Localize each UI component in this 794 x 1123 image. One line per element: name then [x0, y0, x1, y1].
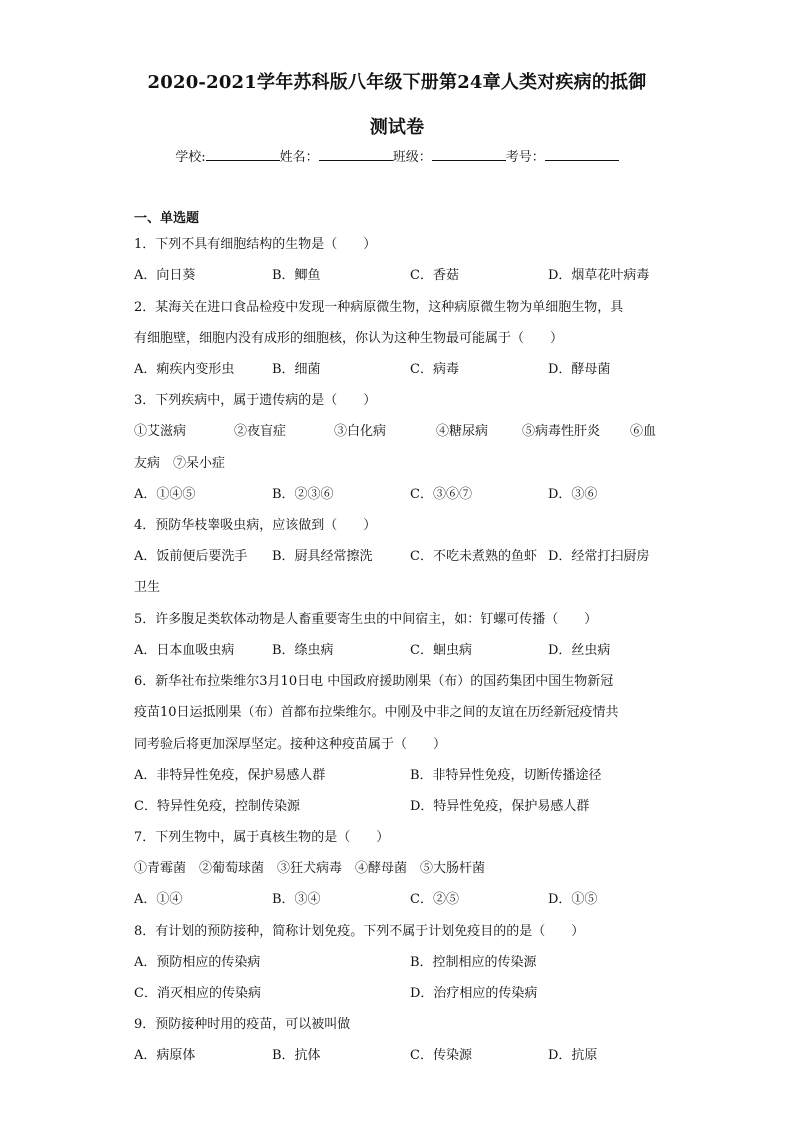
question-3-item: ②夜盲症 [234, 424, 287, 439]
question-1-option-a: A．向日葵 [134, 268, 196, 283]
question-5-option-a: A．日本血吸虫病 [134, 643, 235, 658]
school-label: 学校: [175, 150, 206, 165]
question-6-option-c: C．特异性免疫，控制传染源 [134, 799, 300, 814]
question-8-option-d: D．治疗相应的传染病 [410, 986, 538, 1001]
question-4-option-b: B．厨具经常擦洗 [272, 549, 373, 564]
exam-title: 2020-2021学年苏科版八年级下册第24章人类对疾病的抵御 [147, 72, 647, 93]
student-info-line [0, 146, 794, 165]
question-5-stem: 5．许多腹足类软体动物是人畜重要寄生虫的中间宿主，如：钉螺可传播（ ） [134, 612, 598, 627]
question-9-option-b: B．抗体 [272, 1048, 321, 1063]
question-5-option-d: D．丝虫病 [548, 643, 611, 658]
question-3-option-b: B．②③⑥ [272, 487, 334, 502]
exam-number-blank[interactable] [545, 148, 619, 161]
question-4-option-d: D．经常打扫厨房 [548, 549, 650, 564]
question-8-option-a: A．预防相应的传染病 [134, 955, 261, 970]
question-1-option-c: C．香菇 [410, 268, 459, 283]
question-3-option-d: D．③⑥ [548, 487, 598, 502]
question-3-item: ③白化病 [334, 424, 387, 439]
class-label: 班级： [392, 150, 432, 165]
question-2-stem-line1: 2．某海关在进口食品检疫中发现一种病原微生物，这种病原微生物为单细胞生物，具 [134, 300, 624, 315]
question-9-option-a: A．病原体 [134, 1048, 196, 1063]
question-4-option-d-cont: 卫生 [134, 580, 161, 595]
question-7-items: ①青霉菌 ②葡萄球菌 ③狂犬病毒 ④酵母菌 ⑤大肠杆菌 [134, 861, 486, 876]
question-3-item: ④糖尿病 [436, 424, 489, 439]
school-blank[interactable] [206, 148, 280, 161]
question-2-option-b: B．细菌 [272, 362, 321, 377]
question-5-option-c: C．蛔虫病 [410, 643, 472, 658]
question-3-option-c: C．③⑥⑦ [410, 487, 472, 502]
question-4-option-a: A．饭前便后要洗手 [134, 549, 248, 564]
question-6-stem-line3: 同考验后将更加深厚坚定。接种这种疫苗属于（ ） [134, 737, 447, 752]
question-4-stem: 4．预防华枝睾吸虫病，应该做到（ ） [134, 518, 377, 533]
question-6-option-d: D．特异性免疫，保护易感人群 [410, 799, 590, 814]
question-4-option-c: C．不吃未煮熟的鱼虾 [410, 549, 537, 564]
question-9-option-d: D．抗原 [548, 1048, 598, 1063]
question-7-option-a: A．①④ [134, 892, 183, 907]
question-8-option-b: B．控制相应的传染源 [410, 955, 537, 970]
question-7-option-c: C．②⑤ [410, 892, 459, 907]
question-1-stem: 1．下列不具有细胞结构的生物是（ ） [134, 237, 377, 252]
question-1-option-b: B．鲫鱼 [272, 268, 321, 283]
question-3-items-line2: 友病 ⑦呆小症 [134, 456, 226, 471]
question-2-option-a: A．痢疾内变形虫 [134, 362, 235, 377]
question-5-option-b: B．绦虫病 [272, 643, 334, 658]
question-3-item: ①艾滋病 [134, 424, 187, 439]
question-6-option-b: B．非特异性免疫，切断传播途径 [410, 768, 602, 783]
question-3-item: ⑤病毒性肝炎 [522, 424, 601, 439]
question-8-stem: 8．有计划的预防接种，简称计划免疫。下列不属于计划免疫目的的是（ ） [134, 924, 585, 939]
name-blank[interactable] [319, 148, 393, 161]
question-7-stem: 7．下列生物中，属于真核生物的是（ ） [134, 830, 390, 845]
question-8-option-c: C．消灭相应的传染病 [134, 986, 261, 1001]
question-3-stem: 3．下列疾病中，属于遗传病的是（ ） [134, 393, 377, 408]
question-9-option-c: C．传染源 [410, 1048, 472, 1063]
question-2-stem-line2: 有细胞壁，细胞内没有成形的细胞核，你认为这种生物最可能属于（ ） [134, 331, 564, 346]
question-7-option-d: D．①⑤ [548, 892, 598, 907]
question-3-option-a: A．①④⑤ [134, 487, 196, 502]
question-1-option-d: D．烟草花叶病毒 [548, 268, 650, 283]
exam-title-line2: 测试卷 [369, 117, 425, 138]
question-3-item: ⑥血 [630, 424, 657, 439]
section-heading: 一、单选题 [134, 211, 200, 226]
question-7-option-b: B．③④ [272, 892, 321, 907]
name-label: 姓名： [279, 150, 319, 165]
class-blank[interactable] [432, 148, 506, 161]
question-2-option-d: D．酵母菌 [548, 362, 611, 377]
exam-number-label: 考号： [505, 150, 545, 165]
question-2-option-c: C．病毒 [410, 362, 459, 377]
question-6-stem-line2: 疫苗10日运抵刚果（布）首都布拉柴维尔。中刚及中非之间的友谊在历经新冠疫情共 [134, 705, 619, 720]
question-6-stem-line1: 6．新华社布拉柴维尔3月10日电 中国政府援助刚果（布）的国药集团中国生物新冠 [134, 674, 614, 689]
question-9-stem: 9．预防接种时用的疫苗，可以被叫做 [134, 1017, 351, 1032]
question-6-option-a: A．非特异性免疫，保护易感人群 [134, 768, 326, 783]
